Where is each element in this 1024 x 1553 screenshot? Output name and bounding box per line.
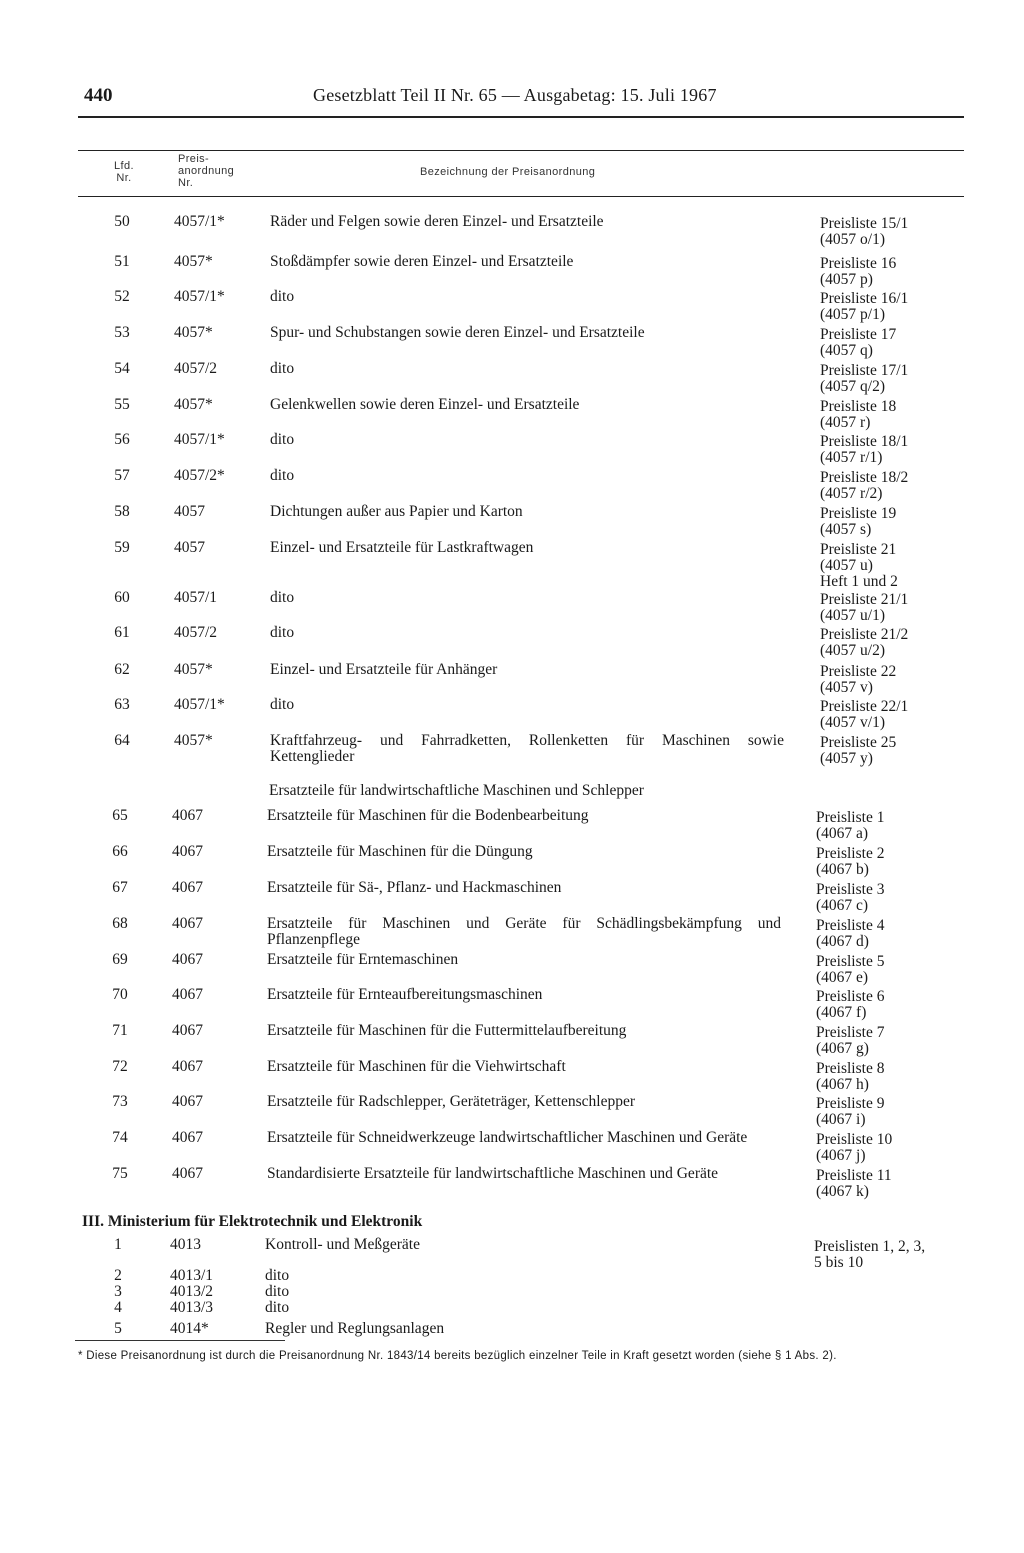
bezeichnung-cell: Ersatzteile für Schneidwerkzeuge landwirtschaftlicher Maschinen und Geräte <box>267 1129 748 1146</box>
lfd-nr-cell: 73 <box>112 1093 128 1110</box>
lfd-nr-cell: 72 <box>112 1058 128 1075</box>
preisanordnung-cell: 4067 <box>172 1165 203 1182</box>
preisanordnung-cell: 4013 <box>170 1236 201 1253</box>
lfd-nr-cell: 50 <box>114 213 130 230</box>
preisanordnung-cell: 4067 <box>172 951 203 968</box>
lfd-nr-cell: 53 <box>114 324 130 341</box>
bezeichnung-cell: Spur- und Schubstangen sowie deren Einzel- und Ersatzteile <box>270 324 645 341</box>
preisliste-cell: Preisliste 8 (4067 h) <box>816 1060 885 1093</box>
lfd-nr-cell: 57 <box>114 467 130 484</box>
lfd-nr-cell: 68 <box>112 915 128 932</box>
lfd-nr-cell: 60 <box>114 589 130 606</box>
preisanordnung-cell: 4067 <box>172 843 203 860</box>
subheading-landwirtschaft: Ersatzteile für landwirtschaftliche Maschinen und Schlepper <box>269 782 644 799</box>
preisanordnung-cell: 4067 <box>172 915 203 932</box>
lfd-nr-cell: 59 <box>114 539 130 556</box>
lfd-nr-cell: 52 <box>114 288 130 305</box>
preisliste-cell: Preisliste 10 (4067 j) <box>816 1131 893 1164</box>
preisanordnung-cell: 4057 <box>174 539 205 556</box>
preisliste-cell: Preisliste 21 (4057 u) Heft 1 und 2 <box>820 541 898 590</box>
lfd-nr-cell: 56 <box>114 431 130 448</box>
bezeichnung-cell: Standardisierte Ersatzteile für landwirtschaftliche Maschinen und Geräte <box>267 1165 719 1182</box>
preisanordnung-cell: 4014* <box>170 1320 209 1337</box>
bezeichnung-cell: Stoßdämpfer sowie deren Einzel- und Ersatzteile <box>270 253 574 270</box>
preisanordnung-cell: 4067 <box>172 986 203 1003</box>
lfd-nr-cell: 71 <box>112 1022 128 1039</box>
preisanordnung-cell: 4013/1 <box>170 1267 214 1284</box>
bezeichnung-cell: dito <box>265 1283 290 1300</box>
preisanordnung-cell: 4057/2 <box>174 624 218 641</box>
preisanordnung-cell: 4067 <box>172 1093 203 1110</box>
preisanordnung-cell: 4057* <box>174 661 213 678</box>
preisanordnung-cell: 4057* <box>174 324 213 341</box>
section-heading-iii: III. Ministerium für Elektrotechnik und Elektronik <box>82 1213 423 1230</box>
preisanordnung-cell: 4067 <box>172 879 203 896</box>
bezeichnung-cell: Ersatzteile für Maschinen für die Düngung <box>267 843 533 860</box>
preisanordnung-cell: 4067 <box>172 807 203 824</box>
column-header-lfd-nr: Lfd. Nr. <box>114 160 134 184</box>
table-header-rule <box>78 196 964 197</box>
bezeichnung-cell: Einzel- und Ersatzteile für Anhänger <box>270 661 498 678</box>
preisliste-cell: Preisliste 1 (4067 a) <box>816 809 885 842</box>
bezeichnung-cell: Ersatzteile für Sä-, Pflanz- und Hackmaschinen <box>267 879 562 896</box>
preisanordnung-cell: 4057* <box>174 732 213 749</box>
preisliste-cell: Preisliste 16 (4057 p) <box>820 255 897 288</box>
preisliste-cell: Preisliste 7 (4067 g) <box>816 1024 885 1057</box>
preisanordnung-cell: 4057/1* <box>174 213 225 230</box>
bezeichnung-cell: dito <box>265 1299 290 1316</box>
lfd-nr-cell: 74 <box>112 1129 128 1146</box>
bezeichnung-cell: dito <box>270 696 295 713</box>
preisliste-cell: Preisliste 16/1 (4057 p/1) <box>820 290 909 323</box>
bezeichnung-cell: Ersatzteile für Radschlepper, Geräteträger, Kettenschlepper <box>267 1093 635 1110</box>
preisanordnung-cell: 4013/2 <box>170 1283 214 1300</box>
lfd-nr-cell: 3 <box>114 1283 122 1300</box>
preisanordnung-cell: 4057* <box>174 396 213 413</box>
preisanordnung-cell: 4057/1* <box>174 696 225 713</box>
bezeichnung-cell: dito <box>270 431 295 448</box>
column-header-bezeichnung: Bezeichnung der Preisanordnung <box>420 166 596 178</box>
header-rule <box>78 116 964 118</box>
footnote-rule <box>75 1340 285 1341</box>
page-number: 440 <box>84 85 113 106</box>
preisliste-cell: Preisliste 17/1 (4057 q/2) <box>820 362 909 395</box>
bezeichnung-cell: Kontroll- und Meßgeräte <box>265 1236 420 1253</box>
bezeichnung-cell: Ersatzteile für Maschinen für die Viehwirtschaft <box>267 1058 566 1075</box>
bezeichnung-cell: Einzel- und Ersatzteile für Lastkraftwagen <box>270 539 534 556</box>
bezeichnung-cell: dito <box>270 589 295 606</box>
bezeichnung-cell: Räder und Felgen sowie deren Einzel- und Ersatzteile <box>270 213 604 230</box>
lfd-nr-cell: 4 <box>114 1299 122 1316</box>
lfd-nr-cell: 75 <box>112 1165 128 1182</box>
preisanordnung-cell: 4067 <box>172 1129 203 1146</box>
bezeichnung-cell: Dichtungen außer aus Papier und Karton <box>270 503 523 520</box>
preisliste-cell: Preisliste 25 (4057 y) <box>820 734 897 767</box>
preisliste-cell: Preisliste 18 (4057 r) <box>820 398 897 431</box>
bezeichnung-cell: dito <box>270 360 295 377</box>
preisliste-cell: Preisliste 18/1 (4057 r/1) <box>820 433 909 466</box>
preisanordnung-cell: 4057 <box>174 503 205 520</box>
lfd-nr-cell: 61 <box>114 624 130 641</box>
lfd-nr-cell: 65 <box>112 807 128 824</box>
lfd-nr-cell: 51 <box>114 253 130 270</box>
preisliste-cell: Preisliste 19 (4057 s) <box>820 505 897 538</box>
bezeichnung-cell: Kraftfahrzeug- und Fahrradketten, Rollenketten für Maschinen sowie Kettenglieder <box>270 732 784 765</box>
preisanordnung-cell: 4057/2 <box>174 360 218 377</box>
lfd-nr-cell: 54 <box>114 360 130 377</box>
preisliste-cell: Preisliste 22/1 (4057 v/1) <box>820 698 909 731</box>
lfd-nr-cell: 1 <box>114 1236 122 1253</box>
preisliste-cell: Preisliste 18/2 (4057 r/2) <box>820 469 909 502</box>
table-top-rule <box>78 150 964 151</box>
bezeichnung-cell: dito <box>270 288 295 305</box>
preisliste-cell: Preisliste 2 (4067 b) <box>816 845 885 878</box>
bezeichnung-cell: Ersatzteile für Ernteaufbereitungsmaschinen <box>267 986 543 1003</box>
preisanordnung-cell: 4067 <box>172 1058 203 1075</box>
bezeichnung-cell: Regler und Reglungsanlagen <box>265 1320 445 1337</box>
preisliste-cell: Preisliste 6 (4067 f) <box>816 988 885 1021</box>
preisanordnung-cell: 4057* <box>174 253 213 270</box>
lfd-nr-cell: 63 <box>114 696 130 713</box>
preisliste-cell: Preisliste 9 (4067 i) <box>816 1095 885 1128</box>
preisliste-cell: Preisliste 17 (4057 q) <box>820 326 897 359</box>
column-header-preisanordnung: Preis- anordnung Nr. <box>178 153 235 189</box>
preisliste-cell: Preisliste 21/2 (4057 u/2) <box>820 626 909 659</box>
footnote: * Diese Preisanordnung ist durch die Preisanordnung Nr. 1843/14 bereits bezüglich einzelner Teile in Kraft gesetzt worden (siehe § 1 Abs. 2). <box>78 1350 837 1362</box>
bezeichnung-cell: Ersatzteile für Erntemaschinen <box>267 951 459 968</box>
preisanordnung-cell: 4013/3 <box>170 1299 214 1316</box>
bezeichnung-cell: Ersatzteile für Maschinen für die Futtermittelaufbereitung <box>267 1022 627 1039</box>
running-header-title: Gesetzblatt Teil II Nr. 65 — Ausgabetag: 15. Juli 1967 <box>313 85 717 105</box>
lfd-nr-cell: 66 <box>112 843 128 860</box>
lfd-nr-cell: 2 <box>114 1267 122 1284</box>
lfd-nr-cell: 67 <box>112 879 128 896</box>
lfd-nr-cell: 70 <box>112 986 128 1003</box>
preisliste-cell: Preisliste 5 (4067 e) <box>816 953 885 986</box>
preisliste-cell: Preisliste 11 (4067 k) <box>816 1167 892 1200</box>
lfd-nr-cell: 64 <box>114 732 130 749</box>
lfd-nr-cell: 55 <box>114 396 130 413</box>
preisliste-cell: Preislisten 1, 2, 3, 5 bis 10 <box>814 1238 926 1271</box>
preisanordnung-cell: 4057/2* <box>174 467 225 484</box>
bezeichnung-cell: Ersatzteile für Maschinen und Geräte für Schädlingsbekämpfung und Pflanzenpflege <box>267 915 781 948</box>
preisliste-cell: Preisliste 15/1 (4057 o/1) <box>820 215 909 248</box>
preisliste-cell: Preisliste 4 (4067 d) <box>816 917 885 950</box>
lfd-nr-cell: 58 <box>114 503 130 520</box>
preisanordnung-cell: 4057/1 <box>174 589 218 606</box>
preisanordnung-cell: 4057/1* <box>174 288 225 305</box>
bezeichnung-cell: dito <box>270 624 295 641</box>
lfd-nr-cell: 69 <box>112 951 128 968</box>
bezeichnung-cell: dito <box>265 1267 290 1284</box>
preisanordnung-cell: 4067 <box>172 1022 203 1039</box>
bezeichnung-cell: Ersatzteile für Maschinen für die Bodenbearbeitung <box>267 807 589 824</box>
bezeichnung-cell: dito <box>270 467 295 484</box>
bezeichnung-cell: Gelenkwellen sowie deren Einzel- und Ersatzteile <box>270 396 580 413</box>
lfd-nr-cell: 62 <box>114 661 130 678</box>
preisliste-cell: Preisliste 3 (4067 c) <box>816 881 885 914</box>
lfd-nr-cell: 5 <box>114 1320 122 1337</box>
preisliste-cell: Preisliste 21/1 (4057 u/1) <box>820 591 909 624</box>
preisliste-cell: Preisliste 22 (4057 v) <box>820 663 897 696</box>
preisanordnung-cell: 4057/1* <box>174 431 225 448</box>
